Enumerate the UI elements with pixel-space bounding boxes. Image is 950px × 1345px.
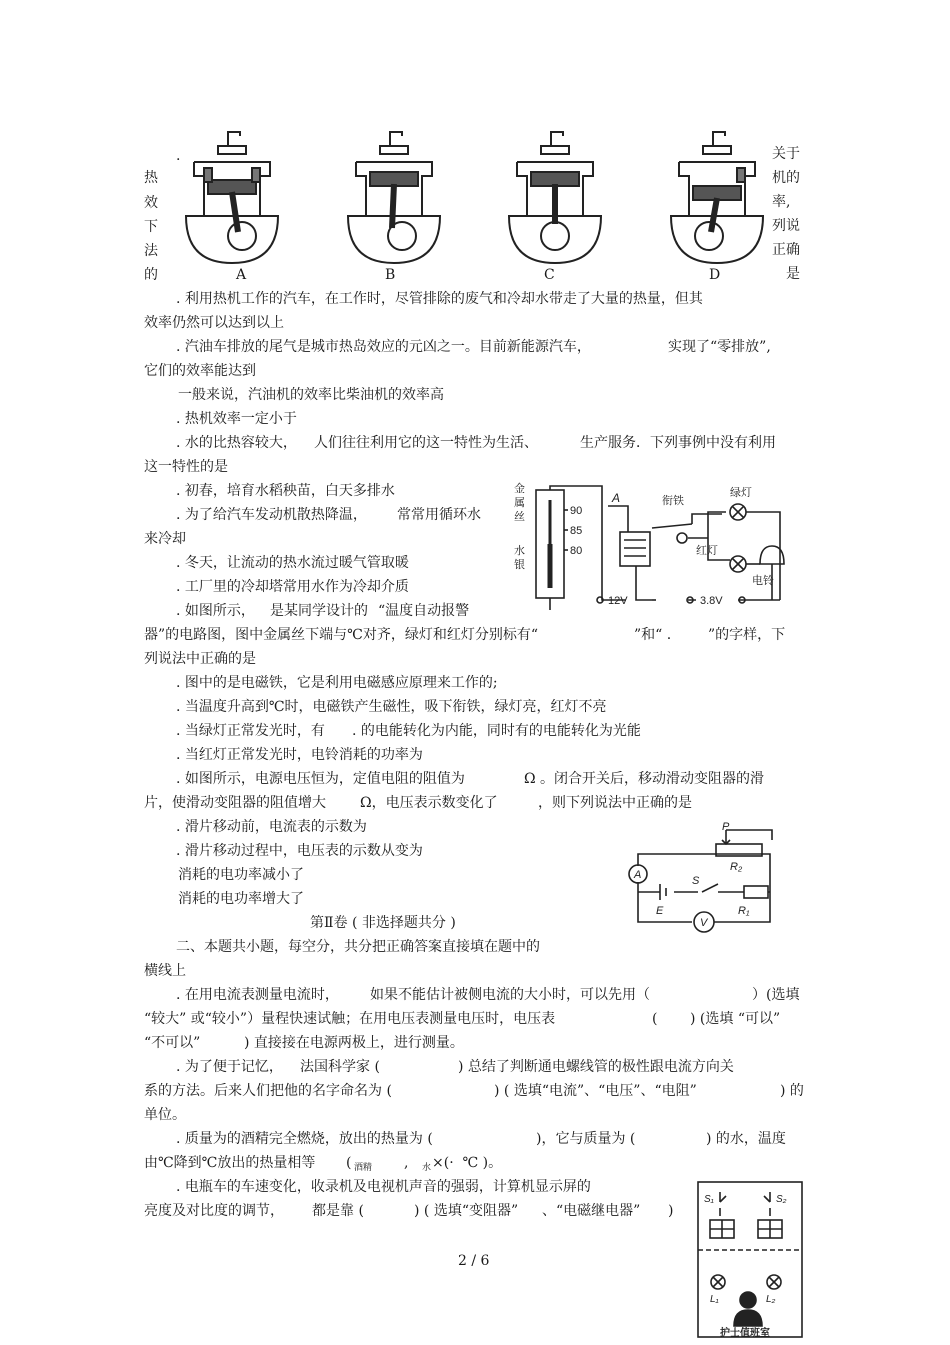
stem-line1: . 水的比热容较大，	[176, 435, 297, 451]
stem-line1: . 质量为的酒精完全燃烧，放出的热量为 (	[176, 1131, 433, 1147]
option-a: . 初春，培育水稻秧苗，白天多排水	[176, 483, 395, 499]
slider-label-p: P	[722, 822, 730, 833]
left-char: 法	[144, 243, 158, 259]
stem-line2c: ) ( 选填“变阻器”	[414, 1203, 519, 1219]
scale-tick-80: 80	[570, 545, 583, 557]
right-char: 率,	[772, 194, 791, 210]
stem-line1b: 是某同学设计的	[270, 603, 368, 619]
switch-s2-label: S₂	[776, 1194, 787, 1205]
nurse-station-diagram	[696, 1180, 804, 1340]
electromagnet-label-a: A	[612, 491, 621, 505]
stray-dot: .	[176, 148, 181, 164]
voltage-12v-label: 12V	[608, 595, 628, 607]
option-b: . 滑片移动过程中，电压表的示数从变为	[176, 843, 423, 859]
stem-line2c: ，则下列说法中正确的是	[538, 795, 692, 811]
scale-tick-85: 85	[570, 525, 583, 537]
mercury-label-1: 水	[514, 545, 525, 557]
stem-line1: . 电瓶车的车速变化，收录机及电视机声音的强弱，计算机显示屏的	[176, 1179, 591, 1195]
stem-line1: . 为了便于记忆，	[176, 1059, 283, 1075]
stem-line2: 由℃降到℃放出的热量相等	[144, 1155, 316, 1171]
option-c-part1: . 当绿灯正常发光时，有	[176, 723, 325, 739]
metal-wire-label-3: 丝	[514, 511, 525, 523]
stem-line2d: ,	[404, 1155, 409, 1171]
option-c: 一般来说，汽油机的效率比柴油机的效率高	[178, 387, 444, 403]
stem-line2b: (	[652, 1011, 658, 1027]
voltage-3-8v-label: 3.8V	[700, 595, 723, 607]
option-b-line1: . 为了给汽车发动机散热降温，	[176, 507, 367, 523]
option-c-part2: . 的电能转化为内能，同时有的电能转化为光能	[352, 723, 641, 739]
left-char: 下	[144, 219, 158, 235]
stem-line2d: 、“电磁继电器”	[542, 1203, 641, 1219]
battery-label: E	[656, 905, 664, 917]
metal-wire-label-1: 金	[514, 483, 525, 495]
option-d: . 热机效率一定小于	[176, 411, 297, 427]
option-b-line1-right: 实现了“零排放”,	[668, 339, 771, 355]
stem-line1c: ) 的水，温度	[706, 1131, 786, 1147]
stem-line2c: ”的字样，下	[708, 627, 786, 643]
stem-line2f: ×(· ℃ )。	[432, 1155, 503, 1171]
option-d: . 当红灯正常发光时，电铃消耗的功率为	[176, 747, 423, 763]
stem-line2b: ”和“ .	[634, 627, 672, 643]
section-title: 第Ⅱ卷 ( 非选择题共分 )	[310, 915, 456, 931]
lamp-l1-label: L₁	[710, 1294, 719, 1305]
lamp-l2-label: L₂	[766, 1294, 776, 1305]
engine-diagram-b	[344, 128, 444, 268]
stem-line1b: Ω 。闭合开关后，移动滑动变阻器的滑	[524, 771, 765, 787]
stem-line2e: )	[668, 1203, 674, 1219]
option-a: . 滑片移动前，电流表的示数为	[176, 819, 367, 835]
engine-label-d: D	[709, 267, 721, 283]
stem-line2: 系的方法。后来人们把他的名字命名为 (	[144, 1083, 392, 1099]
stem-line2b: ) ( 选填“电流”、“电压”、“电阻”	[494, 1083, 697, 1099]
scale-tick-90: 90	[570, 505, 583, 517]
stem-line2: 器”的电路图，图中金属丝下端与℃对齐，绿灯和红灯分别标有“	[144, 627, 538, 643]
temperature-alarm-diagram	[512, 478, 802, 614]
stem-line1: . 在用电流表测量电流时，	[176, 987, 339, 1003]
page-number: 2 / 6	[458, 1253, 490, 1269]
red-lamp-label: 红灯	[696, 545, 718, 557]
stem-line1c: 生产服务．下列事例中没有利用	[580, 435, 776, 451]
option-a: . 图中的是电磁铁，它是利用电磁感应原理来工作的;	[176, 675, 498, 691]
option-c: 消耗的电功率减小了	[178, 867, 304, 883]
section-intro-line2: 横线上	[144, 963, 186, 979]
voltmeter-label: V	[700, 917, 708, 929]
switch-s1-label: S₁	[704, 1194, 714, 1205]
stem-line1b: 人们往往利用它的这一特性为生活、	[314, 435, 538, 451]
stem-line3: 单位。	[144, 1107, 186, 1123]
stem-line1: . 如图所示，	[176, 603, 255, 619]
ammeter-label: A	[634, 869, 642, 881]
right-char: 机的	[772, 170, 800, 186]
water-subscript: 水	[422, 1163, 432, 1173]
right-char: 是	[786, 266, 800, 282]
left-char: 热	[144, 170, 158, 186]
option-b-line2: 它们的效率能达到	[144, 363, 256, 379]
engine-diagram-c	[505, 128, 605, 268]
stem-line3: “不可以”	[144, 1035, 201, 1051]
option-a-line1: . 利用热机工作的汽车，在工作时，尽管排除的废气和冷却水带走了大量的热量，但其	[176, 291, 703, 307]
stem-line2b: (	[346, 1155, 352, 1171]
right-char: 正确	[772, 242, 800, 258]
stem-line1c: ) 总结了判断通电螺线管的极性跟电流方向关	[458, 1059, 734, 1075]
stem-line1b: )，它与质量为 (	[536, 1131, 636, 1147]
stem-line1b: 法国科学家 (	[300, 1059, 380, 1075]
engine-label-c: C	[544, 267, 555, 283]
switch-label: S	[692, 875, 700, 887]
option-b-line2: 来冷却	[144, 531, 186, 547]
stem-line2c: ) (选填 “可以”	[690, 1011, 781, 1027]
engine-label-a: A	[236, 267, 247, 283]
alcohol-subscript: 酒精	[354, 1163, 373, 1173]
left-char: 效	[144, 195, 158, 211]
stem-line2b: Ω，电压表示数变化了	[360, 795, 498, 811]
stem-line2b: 都是靠 (	[312, 1203, 364, 1219]
metal-wire-label-2: 属	[514, 497, 525, 509]
section-intro-line1: 二、本题共小题，每空分，共分把正确答案直接填在题中的	[176, 939, 540, 955]
stem-line2: 亮度及对比度的调节，	[144, 1203, 284, 1219]
stem-line2c: ) 的	[780, 1083, 804, 1099]
stem-line3: 列说法中正确的是	[144, 651, 256, 667]
option-b: . 当温度升高到℃时，电磁铁产生磁性，吸下衔铁，绿灯亮，红灯不亮	[176, 699, 607, 715]
rheostat-circuit-diagram	[622, 822, 784, 940]
r1-label: R₁	[738, 905, 750, 917]
stem-line3b: ) 直接接在电源两极上，进行测量。	[244, 1035, 464, 1051]
left-char: 的	[144, 267, 158, 283]
right-char: 列说	[772, 218, 800, 234]
right-char: 关于	[772, 146, 800, 162]
option-b-line1-right: 常常用循环水	[397, 507, 481, 523]
stem-line1: . 如图所示，电源电压恒为，定值电阻的阻值为	[176, 771, 465, 787]
stem-line1b: 如果不能估计被侧电流的大小时，可以先用（	[370, 987, 650, 1003]
option-d: 消耗的电功率增大了	[178, 891, 304, 907]
stem-line2: 这一特性的是	[144, 459, 228, 475]
stem-line2: 片，使滑动变阻器的阻值增大	[144, 795, 326, 811]
engine-label-b: B	[385, 267, 396, 283]
armature-label: 衔铁	[662, 495, 684, 507]
option-b-line1: . 汽油车排放的尾气是城市热岛效应的元凶之一。目前新能源汽车，	[176, 339, 591, 355]
stem-line2: “较大” 或“较小”）量程快速试触；在用电压表测量电压时，电压表	[144, 1011, 556, 1027]
nurse-station-caption: 护士值班室	[720, 1328, 770, 1339]
option-a-line2: 效率仍然可以达到以上	[144, 315, 284, 331]
option-d: . 工厂里的冷却塔常用水作为冷却介质	[176, 579, 409, 595]
r2-label: R₂	[730, 861, 743, 873]
bell-label: 电铃	[752, 575, 774, 587]
engine-diagram-a	[182, 128, 282, 268]
option-c: . 冬天，让流动的热水流过暖气管取暖	[176, 555, 409, 571]
stem-line1c: “温度自动报警	[378, 603, 470, 619]
stem-line1c: ）(选填	[752, 987, 800, 1003]
green-lamp-label: 绿灯	[730, 487, 752, 499]
mercury-label-2: 银	[514, 559, 525, 571]
engine-diagram-d	[667, 128, 767, 268]
